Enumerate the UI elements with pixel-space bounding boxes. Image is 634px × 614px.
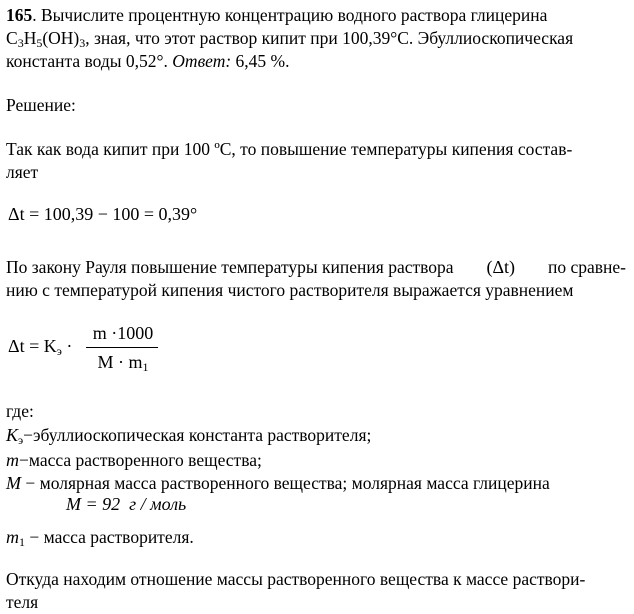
solution-label: Решение: [6,95,76,115]
answer-value: 6,45 %. [231,51,290,71]
problem-line-1: 165. Вычислите процентную концентрацию водного раствора глицерина [6,5,548,25]
fraction-bar [86,347,158,348]
definition-k: $K_э-эбуллиоскопическая$ константа растворителя; [6,425,372,447]
problem-statement [6,4,626,73]
paragraph-2: По закону Рауля повышение температуры кипения раствора (Δt) по сравне- нию с температурой кипения чистого растворителя выражается уравнением [6,257,626,300]
problem-number: 165 [6,5,33,25]
answer-label: Ответ: [172,51,232,71]
fraction-denominator: $M \cdot m_1$ [97,352,149,374]
definition-m1: $m_1$ − масса растворителя. [6,527,194,549]
definition-molar-mass: M − молярная масса растворенного вещества; молярная масса глицерина [6,473,550,493]
problem-line-3: константа воды 0,52°. Ответ: 6,45 %. [6,51,290,71]
where-label: где: [6,401,34,421]
paragraph-3: Откуда находим отношение массы растворенного вещества к массе раствори- теля [6,569,586,612]
fraction-numerator: m ·1000 [92,323,154,343]
problem-line-2: $C_3H_5(OH)_3$, зная, что этот раствор кипит при 100,39°С. Эбуллиоскопическая [6,28,574,50]
paragraph-1: Так как вода кипит при 100 ºС, то повышение температуры кипения состав- ляет [6,139,573,182]
definition-m: m−масса растворенного вещества; [6,450,262,470]
molar-mass-equation: M = 92 г / моль [66,494,187,514]
equation-delta-t: Δt = 100,39 − 100 = 0,39° [8,204,198,224]
